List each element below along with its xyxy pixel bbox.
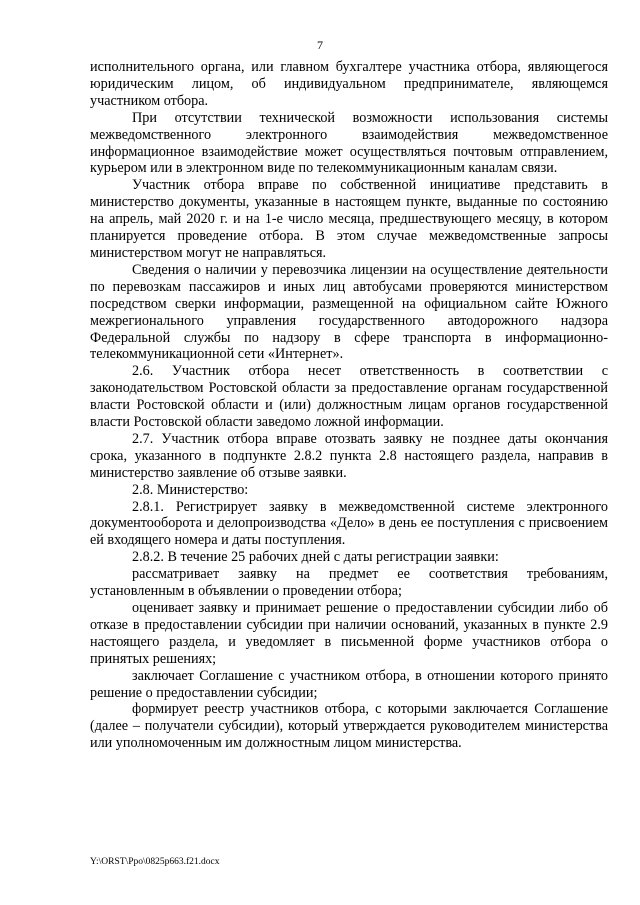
paragraph: 2.8. Министерство: — [132, 481, 249, 498]
document-body — [90, 59, 608, 752]
paragraph: При отсутствии технической возможности использования системы межведомственного электронного взаимодействия межведомственное информационное взаимодействие может осуществляться почтовым отправлением, курьером или в электронном виде по телекоммуникационным каналам связи. — [90, 109, 608, 177]
footer-file-path: Y:\ORST\Ppo\0825p663.f21.docx — [90, 857, 220, 867]
paragraph: 2.8.2. В течение 25 рабочих дней с даты регистрации заявки: — [132, 549, 499, 566]
page-number: 7 — [317, 38, 323, 52]
paragraph: Сведения о наличии у перевозчика лицензии на осуществление деятельности по перевозкам пассажиров и иных лиц автобусами проверяются министерством посредством сверки информации, размещенной на официальном сайте Южного межрегионального управления государственного автодорожного надзора Федеральной службы по надзору в сфере транспорта в информационно-телекоммуникационной сети «Интернет». — [90, 261, 608, 363]
paragraph: формирует реестр участников отбора, с которыми заключается Соглашение (далее – получатели субсидии), который утверждается руководителем министерства или уполномоченным им должностным лицом министерства. — [90, 701, 608, 752]
paragraph: исполнительного органа, или главном бухгалтере участника отбора, являющегося юридическим лицом, об индивидуальном предпринимателе, являющемся участником отбора. — [90, 59, 608, 109]
paragraph: рассматривает заявку на предмет ее соответствия требованиям, установленным в объявлении о проведении отбора; — [90, 566, 608, 600]
paragraph: Участник отбора вправе по собственной инициативе представить в министерство документы, указанные в настоящем пункте, выданные по состоянию на апрель, май 2020 г. и на 1-е число месяца, предшествующего месяцу, в котором планируется проведение отбора. В этом случае межведомственные запросы министерством могут не направляться. — [90, 177, 608, 261]
paragraph: оценивает заявку и принимает решение о предоставлении субсидии либо об отказе в предоставлении субсидии при наличии оснований, указанных в пункте 2.9 настоящего раздела, и уведомляет в письменной форме участников отбора о принятых решениях; — [90, 600, 608, 667]
paragraph: 2.7. Участник отбора вправе отозвать заявку не позднее даты окончания срока, указанного в подпункте 2.8.2 пункта 2.8 настоящего раздела, направив в министерство заявление об отзыве заявки. — [90, 430, 608, 481]
paragraph: 2.6. Участник отбора несет ответственность в соответствии с законодательством Ростовской области за предоставление органам государственной власти Ростовской области и (или) должностным лицам органов государственной власти Ростовской области заведомо ложной информации. — [90, 363, 608, 431]
paragraph: 2.8.1. Регистрирует заявку в межведомственной системе электронного документооборота и делопроизводства «Дело» в день ее поступления с присвоением ей входящего номера и даты поступления. — [90, 498, 608, 549]
paragraph: заключает Соглашение с участником отбора, в отношении которого принято решение о предоставлении субсидии; — [90, 667, 608, 701]
